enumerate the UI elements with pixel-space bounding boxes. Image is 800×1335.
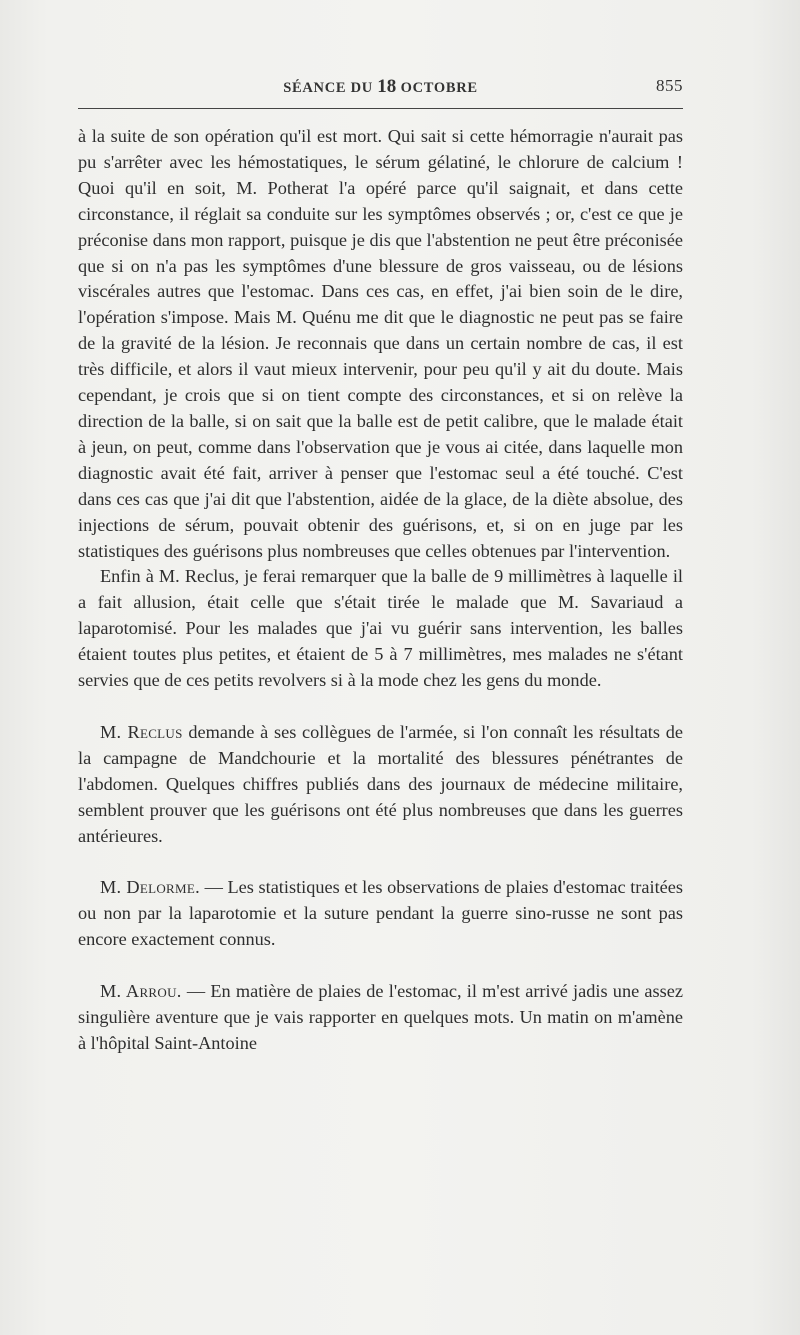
paragraph-arrou	[78, 979, 683, 1057]
speaker-name: M. Arrou.	[100, 981, 182, 1002]
paragraph-reply-reclus: Enfin à M. Reclus, je ferai remarquer que la balle de 9 millimètres à laquelle il a fait allusion, était celle que s'était tirée le malade que M. Savariaud a laparotomisé. Pour les malades que j'ai vu guérir sans intervention, les balles étaient toutes plus petites, et étaient de 5 à 7 millimètres, mes malades ne s'étant servies que de ces petits revolvers si à la mode chez les gens du monde.	[78, 566, 683, 691]
body-text	[78, 124, 683, 1057]
running-header	[78, 76, 683, 98]
header-title-start: SÉANCE DU	[283, 80, 378, 96]
header-title-end: OCTOBRE	[396, 80, 478, 96]
paragraph-text: — En matière de plaies de l'estomac, il m'est arrivé jadis une assez singulière aventure que je vais rapporter en quelques mots. Un matin on m'amène à l'hôpital Saint-Antoine	[78, 981, 683, 1053]
header-title	[78, 76, 683, 98]
header-title-number: 18	[377, 76, 397, 97]
header-rule	[78, 108, 683, 109]
paragraph-text: demande à ses collègues de l'armée, si l'on connaît les résultats de la campagne de Mandchourie et la mortalité des blessures pénétrantes de l'abdomen. Quelques chiffres publiés dans des journaux de médecine militaire, semblent prouver que les guérisons ont été plus nombreuses que dans les guerres antérieures.	[78, 721, 683, 846]
paragraph-continuation: à la suite de son opération qu'il est mort. Qui sait si cette hémorragie n'aurait pas pu s'arrêter avec les hémostatiques, le sérum gélatiné, le chlorure de calcium ! Quoi qu'il en soit, M. Potherat l'a opéré parce qu'il saignait, et dans cette circonstance, il réglait sa conduite sur les symptômes observés ; or, c'est ce que je préconise dans mon rapport, puisque je dis que l'abstention ne peut être préconisée que si on n'a pas les symptômes d'une blessure de gros vaisseau, ou de lésions viscérales autres que l'estomac. Dans ces cas, en effet, j'ai bien soin de le dire, l'opération s'impose. Mais M. Quénu me dit que le diagnostic ne peut pas se faire de la gravité de la lésion. Je reconnais que dans un certain nombre de cas, il est très difficile, et alors il vaut mieux intervenir, pour peu qu'il y ait du doute. Mais cependant, je crois que si on tient compte des circonstances, et si on relève la direction de la balle, si on sait que la balle est de petit calibre, que le malade était à jeun, on peut, comme dans l'observation que je vous ai citée, dans laquelle mon diagnostic avait été fait, arriver à penser que l'estomac seul a été touché. C'est dans ces cas que j'ai dit que l'abstention, aidée de la glace, de la diète absolue, des injections de sérum, pouvait obtenir des guérisons, et, si on en juge par les statistiques des guérisons plus nombreuses que celles obtenues par l'intervention.	[78, 126, 683, 561]
page-number: 855	[656, 76, 683, 95]
speaker-name: M. Reclus	[100, 721, 183, 742]
paragraph-text: — Les statistiques et les observations de plaies d'estomac traitées ou non par la laparotomie et la suture pendant la guerre sino-russe ne sont pas encore exactement connus.	[78, 877, 683, 950]
speaker-name: M. Delorme.	[100, 877, 200, 898]
paragraph-delorme	[78, 875, 683, 953]
paragraph-reclus	[78, 720, 683, 850]
